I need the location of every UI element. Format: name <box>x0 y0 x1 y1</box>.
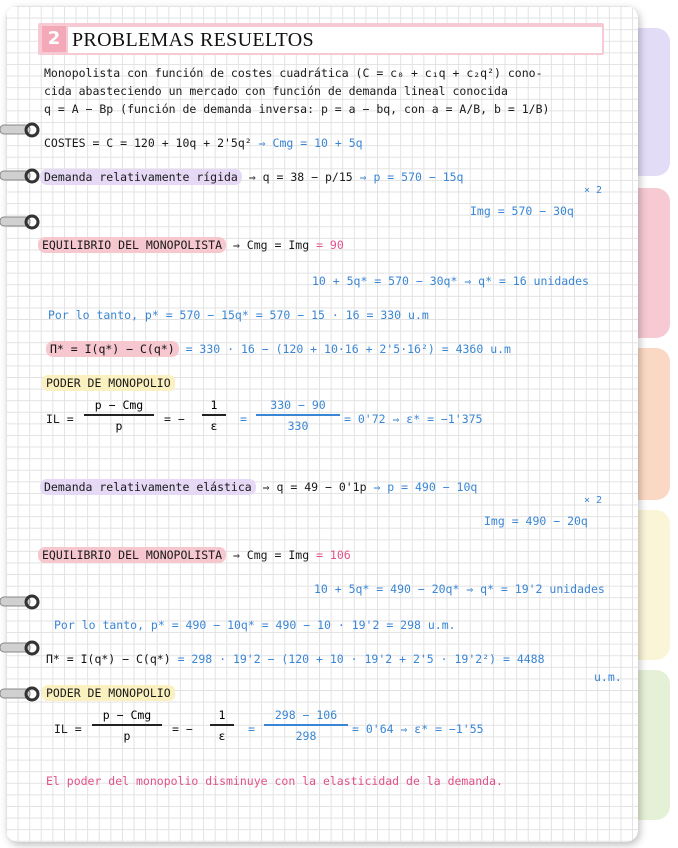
intro-line-1: Monopolista con función de costes cuadrática (C = c₀ + c₁q + c₂q²) cono- <box>44 66 543 80</box>
intro-line-3: q = A − Bp (función de demanda inversa: p = a − bq, con a = A/B, b = 1/B) <box>44 102 550 116</box>
case1-profit <box>46 342 511 356</box>
case2-power <box>42 686 175 700</box>
case1-il-eq2: = <box>240 412 247 426</box>
case2-profit <box>46 652 545 666</box>
case2-il-value-den: 298 <box>295 728 317 743</box>
case2-profit-lhs: Π* = I(q*) − C(q*) <box>46 652 171 666</box>
case1-epsilon: ε <box>210 418 218 433</box>
section-number: 2 <box>42 26 66 52</box>
case2-one: 1 <box>218 708 226 722</box>
marginal-cost: Cmg = 10 + 5q <box>272 136 363 150</box>
case1-il-value-num: 330 − 90 <box>270 398 326 412</box>
case2-price: Por lo tanto, p* = 490 − 10q* = 490 − 10 · 19'2 = 298 u.m. <box>54 618 456 632</box>
case1-one: 1 <box>210 398 218 412</box>
binder-ring-3 <box>0 214 40 230</box>
binder-ring-5 <box>0 640 40 656</box>
intro-line-2: cida abasteciendo un mercado con función de demanda lineal conocida <box>44 84 508 98</box>
notebook-page <box>6 6 638 842</box>
case1-il-numerator: p − Cmg <box>94 398 144 412</box>
case1-il-value-den: 330 <box>287 418 309 433</box>
case2-equilibrium-cond: ⇒ Cmg = Img <box>232 548 310 562</box>
case1-equilibrium-value: = 90 <box>316 238 344 252</box>
case1-demand-eq: ⇒ q = 38 − p/15 <box>248 170 353 184</box>
costs-line <box>44 136 363 150</box>
case1-x2: × 2 <box>584 185 603 196</box>
costs-arrow: ⇒ <box>258 136 266 150</box>
case1-il-eq: = − <box>164 412 185 426</box>
case2-il-result: = 0'64 ⇒ ε* = −1'55 <box>352 722 484 736</box>
case2-il-eq: = − <box>172 722 193 736</box>
case1-il-lhs: IL = <box>46 412 74 426</box>
case2-il-eq2: = <box>248 722 255 736</box>
case2-profit-unit: u.m. <box>594 670 622 684</box>
binder-ring-1 <box>0 122 40 138</box>
case1-price: Por lo tanto, p* = 570 − 15q* = 570 − 15 · 16 = 330 u.m <box>48 308 429 322</box>
case2-power-label: PODER DE MONOPOLIO <box>42 685 175 701</box>
case2-demand-label: Demanda relativamente elástica <box>40 479 256 495</box>
case2-il-fraction <box>92 708 162 743</box>
case1-inverse-demand: ⇒ p = 570 − 15q <box>359 170 464 184</box>
case2-epsilon: ε <box>218 728 226 743</box>
binder-ring-4 <box>0 594 40 610</box>
case1-profit-rhs: = 330 · 16 − (120 + 10·16 + 2'5·16²) = 4360 u.m <box>185 342 511 356</box>
case1-il-values <box>256 398 340 433</box>
case2-il-denominator: p <box>123 728 131 743</box>
case1-demand-label: Demanda relativamente rígida <box>40 169 242 185</box>
case1-solve: 10 + 5q* = 570 − 30q* ⇒ q* = 16 unidades <box>312 274 589 288</box>
costs-formula: COSTES = C = 120 + 10q + 2'5q² <box>44 136 252 150</box>
case2-solve: 10 + 5q* = 490 − 20q* ⇒ q* = 19'2 unidades <box>314 582 605 596</box>
case2-demand-eq: ⇒ q = 49 − 0'1p <box>262 480 367 494</box>
case2-il-numerator: p − Cmg <box>102 708 152 722</box>
case2-il-value-num: 298 − 106 <box>274 708 338 722</box>
case2-il-values <box>264 708 348 743</box>
case1-elasticity-fraction <box>202 398 226 433</box>
case2-equilibrium-value: = 106 <box>316 548 351 562</box>
case2-equilibrium-label: EQUILIBRIO DEL MONOPOLISTA <box>38 547 226 563</box>
case2-marginal-revenue: Img = 490 − 20q <box>484 514 588 528</box>
case1-profit-lhs: Π* = I(q*) − C(q*) <box>46 341 179 357</box>
case1-il-denominator: p <box>115 418 123 433</box>
conclusion: El poder del monopolio disminuye con la elasticidad de la demanda. <box>46 774 503 788</box>
case2-equilibrium <box>38 548 351 562</box>
case1-marginal-revenue: Img = 570 − 30q <box>470 204 574 218</box>
case1-equilibrium <box>38 238 344 252</box>
case2-il-lhs: IL = <box>54 722 82 736</box>
case1-il-result: = 0'72 ⇒ ε* = −1'375 <box>344 412 483 426</box>
case1-equilibrium-cond: ⇒ Cmg = Img <box>232 238 310 252</box>
case2-elasticity-fraction <box>210 708 234 743</box>
case1-demand <box>40 170 463 184</box>
case1-il-fraction <box>84 398 154 433</box>
binder-ring-2 <box>0 168 40 184</box>
binder-ring-6 <box>0 686 40 702</box>
section-title: PROBLEMAS RESUELTOS <box>68 27 602 53</box>
case2-demand <box>40 480 477 494</box>
case2-x2: × 2 <box>584 495 603 506</box>
case1-equilibrium-label: EQUILIBRIO DEL MONOPOLISTA <box>38 237 226 253</box>
case2-inverse-demand: ⇒ p = 490 − 10q <box>373 480 478 494</box>
case1-power-label: PODER DE MONOPOLIO <box>42 375 175 391</box>
case1-power <box>42 376 175 390</box>
case2-profit-rhs: = 298 · 19'2 − (120 + 10 · 19'2 + 2'5 · 19'2²) = 4488 <box>177 652 545 666</box>
